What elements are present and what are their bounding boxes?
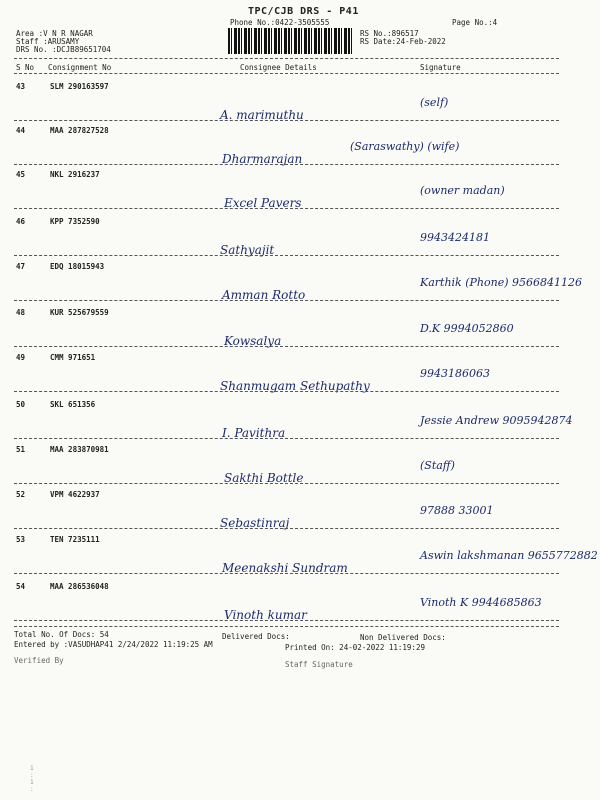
row-signature: (self)	[420, 96, 449, 109]
row-divider	[14, 391, 559, 392]
row-sno: 45	[16, 170, 26, 179]
row-consignment-no: VPM 4622937	[50, 490, 100, 499]
col-consignment: Consignment No	[48, 63, 112, 72]
row-signature: Jessie Andrew 9095942874	[420, 414, 573, 427]
row-consignment-no: MAA 287827528	[50, 126, 109, 135]
row-sno: 44	[16, 126, 26, 135]
row-sno: 53	[16, 535, 26, 544]
row-signature: Vinoth K 9944685863	[420, 596, 542, 609]
phone-number: Phone No.:0422-3505555	[230, 18, 330, 27]
row-consignee-name: Sathyajit	[220, 243, 275, 257]
row-consignment-no: SLM 290163597	[50, 82, 109, 91]
row-sno: 49	[16, 353, 26, 362]
margin-mark: 1 : 1 :	[30, 765, 34, 793]
row-divider	[14, 528, 559, 529]
row-consignee-name: A. marimuthu	[220, 108, 304, 122]
printed-on: Printed On: 24-02-2022 11:19:29	[285, 643, 425, 652]
row-consignee-name: Vinoth kumar	[224, 608, 307, 622]
staff-signature: Staff Signature	[285, 660, 353, 669]
row-signature: (Staff)	[420, 459, 455, 472]
row-sno: 46	[16, 217, 26, 226]
row-consignee-name: Shanmugam Sethupathy	[220, 379, 370, 393]
rs-date: RS Date:24-Feb-2022	[360, 37, 446, 46]
row-sno: 52	[16, 490, 26, 499]
row-consignee-name: I. Pavithra	[222, 426, 286, 440]
total-docs: Total No. Of Docs: 54	[14, 630, 109, 639]
barcode-image	[228, 28, 353, 54]
row-divider	[14, 573, 559, 574]
row-signature: Karthik (Phone) 9566841126	[420, 276, 582, 289]
row-sno: 48	[16, 308, 26, 317]
row-signature: (owner madan)	[420, 184, 505, 197]
row-consignee-name: Sebastinraj	[220, 516, 290, 530]
row-consignment-no: KPP 7352590	[50, 217, 100, 226]
row-divider	[14, 346, 559, 347]
row-consignee-name: Kowsalya	[224, 334, 282, 348]
row-consignee-name: Sakthi Bottle	[224, 471, 304, 485]
row-divider	[14, 164, 559, 165]
entered-by: Entered by :VASUDHAP41 2/24/2022 11:19:25 AM	[14, 640, 213, 649]
delivered-docs: Delivered Docs:	[222, 632, 290, 641]
row-divider	[14, 208, 559, 209]
divider	[14, 58, 559, 59]
drs-number: DRS No. :DCJB89651704	[16, 45, 111, 54]
row-divider	[14, 300, 559, 301]
row-sno: 51	[16, 445, 26, 454]
row-consignment-no: TEN 7235111	[50, 535, 100, 544]
row-sno: 47	[16, 262, 26, 271]
row-divider	[14, 620, 559, 621]
col-consignee: Consignee Details	[240, 63, 317, 72]
row-consignment-no: KUR 525679559	[50, 308, 109, 317]
row-consignment-no: NKL 2916237	[50, 170, 100, 179]
row-signature: 97888 33001	[420, 504, 494, 517]
row-consignment-no: CMM 971651	[50, 353, 96, 362]
row-consignee-name: Meenakshi Sundram	[222, 561, 348, 575]
verified-by: Verified By	[14, 656, 64, 665]
row-signature: (Saraswathy) (wife)	[350, 140, 460, 153]
page-number: Page No.:4	[452, 18, 498, 27]
row-consignment-no: MAA 283870981	[50, 445, 109, 454]
row-consignment-no: MAA 286536048	[50, 582, 109, 591]
row-sno: 54	[16, 582, 26, 591]
row-signature: Aswin lakshmanan 9655772882	[420, 549, 598, 562]
row-divider	[14, 120, 559, 121]
non-delivered-docs: Non Delivered Docs:	[360, 633, 446, 642]
rs-number: RS No.:896517	[360, 29, 419, 38]
area-label: Area :V N R NAGAR	[16, 29, 93, 38]
col-signature: Signature	[420, 63, 461, 72]
row-consignment-no: SKL 651356	[50, 400, 96, 409]
row-divider	[14, 483, 559, 484]
staff-label: Staff :ARUSAMY	[16, 37, 80, 46]
col-sno: S No	[16, 63, 35, 72]
row-consignment-no: EDQ 18015943	[50, 262, 105, 271]
divider	[14, 73, 559, 74]
row-signature: D.K 9994052860	[420, 322, 514, 335]
row-signature: 9943186063	[420, 367, 490, 380]
divider	[14, 626, 559, 627]
row-divider	[14, 255, 559, 256]
row-sno: 50	[16, 400, 26, 409]
row-divider	[14, 438, 559, 439]
row-signature: 9943424181	[420, 231, 490, 244]
drs-title: TPC/CJB DRS - P41	[248, 6, 359, 17]
row-consignee-name: Dharmarajan	[222, 152, 303, 166]
row-consignee-name: Excel Pavers	[224, 196, 302, 210]
row-consignee-name: Amman Rotto	[222, 288, 306, 302]
row-sno: 43	[16, 82, 26, 91]
